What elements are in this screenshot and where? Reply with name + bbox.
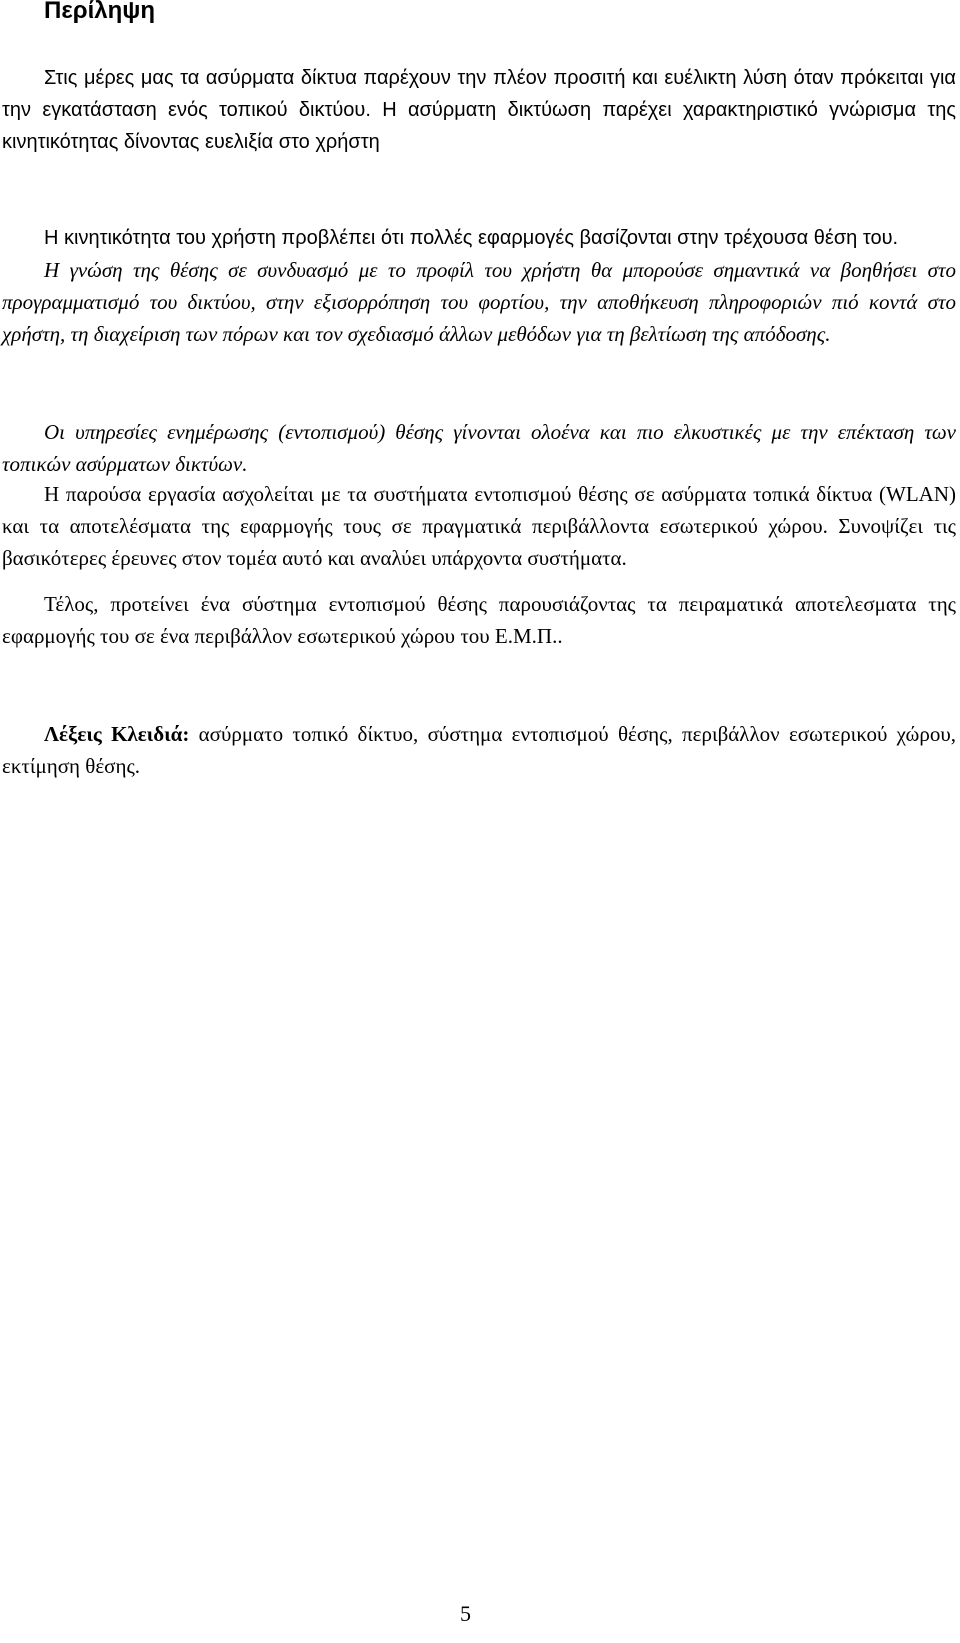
abstract-paragraph-6 (2, 588, 956, 652)
abstract-paragraph-4-text: Οι υπηρεσίες ενημέρωσης (εντοπισμού) θέσης γίνονται ολοένα και πιο ελκυστικές με την επέκταση των τοπικών ασύρματων δικτύων. (2, 420, 956, 476)
abstract-paragraph-5-text: Η παρούσα εργασία ασχολείται με τα συστήματα εντοπισμού θέσης σε ασύρματα τοπικά δίκτυα (WLAN) και τα αποτελέσματα της εφαρμογής τους σε πραγματικά περιβάλλοντα εσωτερικού χώρου. Συνοψίζει τις βασικότερες έρευνες στον τομέα αυτό και αναλύει υπάρχοντα συστήματα. (2, 482, 956, 570)
abstract-paragraph-6-text: Τέλος, προτείνει ένα σύστημα εντοπισμού θέσης παρουσιάζοντας τα πειραματικά αποτελεσματα της εφαρμογής του σε ένα περιβάλλον εσωτερικού χώρου του Ε.Μ.Π.. (2, 592, 956, 648)
page-number: 5 (460, 1601, 471, 1626)
abstract-paragraph-5 (2, 478, 956, 574)
abstract-paragraph-3-text: Η γνώση της θέσης σε συνδυασμό με το προφίλ του χρήστη θα μπορούσε σημαντικά να βοηθήσει στο προγραμματισμό του δικτύου, στην εξισορρόπηση του φορτίου, την αποθήκευση πληροφοριών πιό κοντά στο χρήστη, τη διαχείριση των πόρων και τον σχεδιασμό άλλων μεθόδων για τη βελτίωση της απόδοσης. (2, 258, 956, 346)
keywords-text: ασύρματο τοπικό δίκτυο, σύστημα εντοπισμού θέσης, περιβάλλον εσωτερικού χώρου, εκτίμηση θέσης. (2, 722, 956, 778)
keywords-paragraph (2, 718, 956, 782)
abstract-paragraph-3 (2, 254, 956, 350)
abstract-paragraph-2-text: Η κινητικότητα του χρήστη προβλέπει ότι πολλές εφαρμογές βασίζονται στην τρέχουσα θέση του. (44, 227, 899, 249)
abstract-paragraph-4 (2, 416, 956, 480)
page-title: Περίληψη (44, 0, 155, 24)
abstract-paragraph-1 (2, 62, 956, 158)
keywords-label: Λέξεις Κλειδιά: (44, 722, 190, 746)
abstract-paragraph-1-text: Στις μέρες μας τα ασύρματα δίκτυα παρέχουν την πλέον προσιτή και ευέλικτη λύση όταν πρόκειται για την εγκατάσταση ενός τοπικού δικτύου. Η ασύρματη δικτύωση παρέχει χαρακτηριστικό γνώρισμα της κινητικότητας δίνοντας ευελιξία στο χρήστη (2, 67, 956, 153)
abstract-paragraph-2 (2, 222, 956, 254)
